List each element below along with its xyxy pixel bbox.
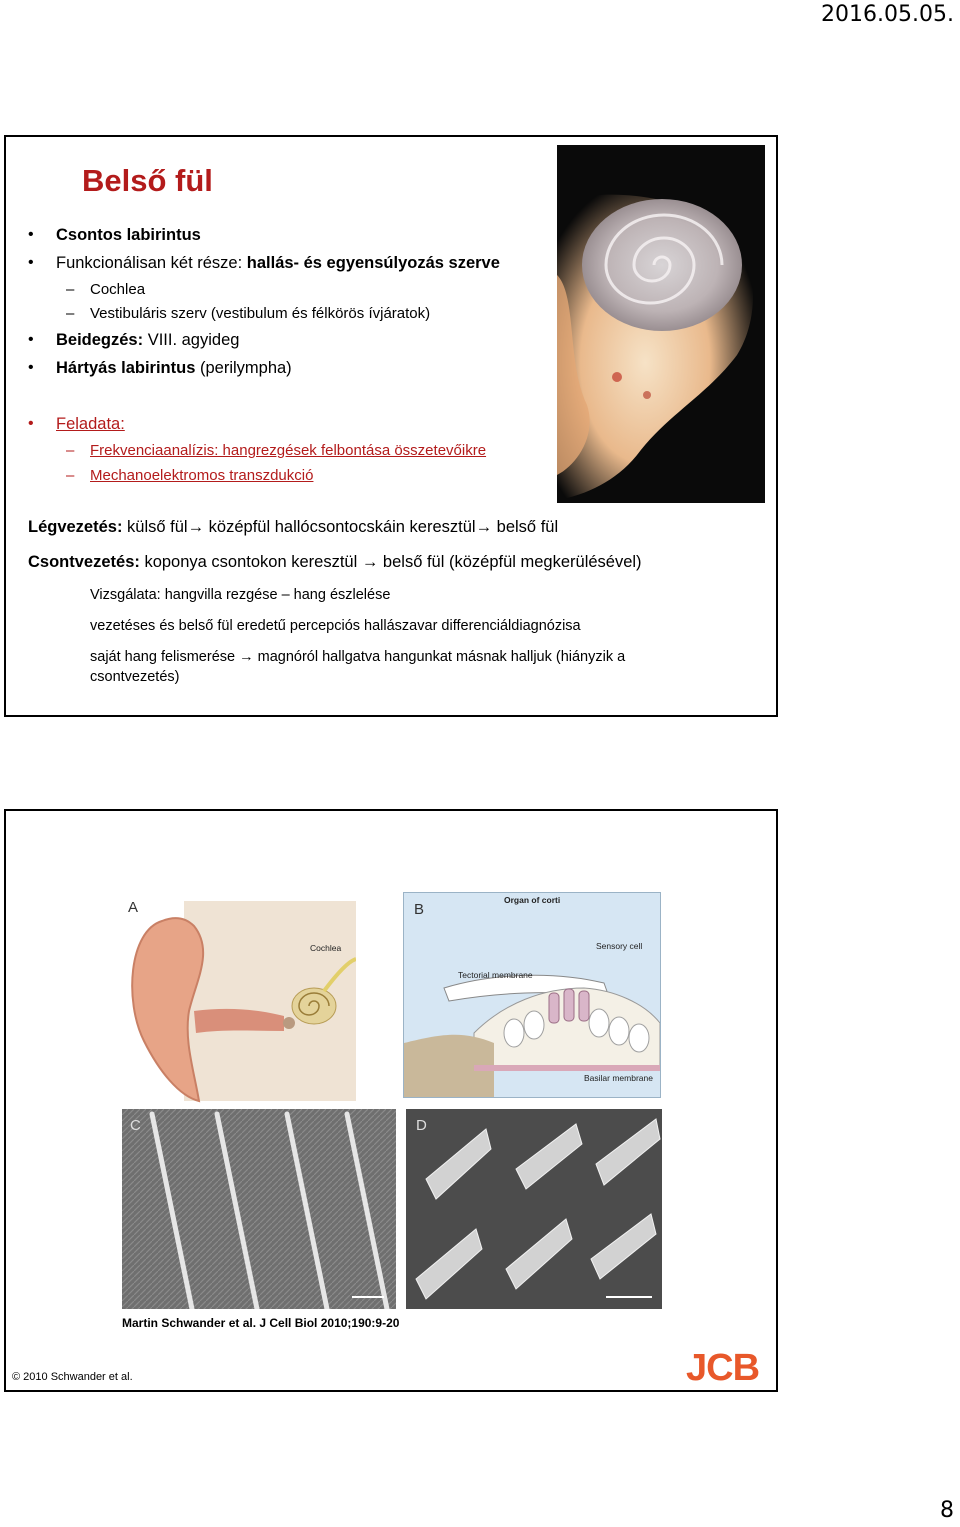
bullet-dot: •	[28, 226, 34, 243]
label-organ-of-corti: Organ of corti	[504, 895, 561, 905]
bullet-task: Feladata:	[56, 415, 125, 433]
sub-dash: –	[66, 305, 75, 322]
header-date: 2016.05.05.	[821, 2, 954, 27]
arrow-icon: →	[475, 518, 493, 536]
panel-label-a: A	[128, 899, 139, 916]
panel-b-organ-of-corti	[403, 892, 661, 1098]
air-conduction: Légvezetés: külső fül→ középfül hallócsontocskáin keresztül→ belső fül	[28, 518, 559, 536]
arrow-icon: →	[361, 553, 379, 571]
label-sensory-cell: Sensory cell	[596, 941, 643, 951]
panel-label-c: C	[130, 1117, 141, 1134]
own-voice-text: saját hang felismerése → magnóról hallgatva hangunkat másnak halljuk (hiányzik a	[90, 649, 626, 665]
slide-inner-ear	[4, 135, 778, 717]
bullet-functions: Funkcionálisan két része: hallás- és egyensúlyozás szerve	[56, 254, 500, 272]
exam-text: Vizsgálata: hangvilla rezgése – hang észlelése	[90, 587, 391, 603]
panel-label-b: B	[414, 901, 425, 918]
label-basilar-membrane: Basilar membrane	[584, 1073, 653, 1083]
panel-a-ear-anatomy	[124, 891, 356, 1107]
figure-caption: Martin Schwander et al. J Cell Biol 2010;190:9-20	[122, 1316, 400, 1330]
bullet-dot: •	[28, 331, 34, 348]
cochlea-photo	[557, 145, 765, 503]
panel-label-d: D	[416, 1117, 427, 1134]
diagnosis-text: vezetéses és belső fül eredetű percepciós hallászavar differenciáldiagnózisa	[90, 618, 581, 634]
bullet-innervation: Beidegzés: VIII. agyideg	[56, 331, 240, 349]
sub-dash: –	[66, 467, 75, 484]
sub-frequency-analysis: Frekvenciaanalízis: hangrezgések felbontása összetevőikre	[90, 442, 487, 459]
jcb-logo: JCB	[686, 1347, 760, 1389]
arrow-icon: →	[187, 518, 205, 536]
bullet-membranous: Hártyás labirintus (perilympha)	[56, 359, 292, 377]
page-number: 8	[940, 1498, 954, 1523]
sub-cochlea: Cochlea	[90, 281, 146, 298]
label-cochlea: Cochlea	[310, 943, 342, 953]
sub-dash: –	[66, 281, 75, 298]
own-voice-text-cont: csontvezetés)	[90, 669, 180, 685]
arrow-icon: →	[239, 649, 254, 665]
slide-title: Belső fül	[82, 163, 213, 198]
panel-c-hair-bundles	[122, 1109, 396, 1309]
label-tectorial-membrane: Tectorial membrane	[458, 970, 533, 980]
bullet-bony-labyrinth: Csontos labirintus	[56, 226, 201, 244]
sub-transduction: Mechanoelektromos transzdukció	[90, 467, 314, 484]
bullet-dot: •	[28, 254, 34, 271]
bone-conduction: Csontvezetés: koponya csontokon keresztül → belső fül (középfül megkerülésével)	[28, 553, 642, 571]
sub-vestibular: Vestibuláris szerv (vestibulum és félkörös ívjáratok)	[90, 305, 431, 322]
bullet-dot: •	[28, 359, 34, 376]
bullet-dot: •	[28, 415, 34, 432]
slide-figure	[4, 809, 778, 1392]
sub-dash: –	[66, 442, 75, 459]
copyright-text: © 2010 Schwander et al.	[12, 1371, 133, 1383]
panel-d-stereocilia	[406, 1109, 662, 1309]
